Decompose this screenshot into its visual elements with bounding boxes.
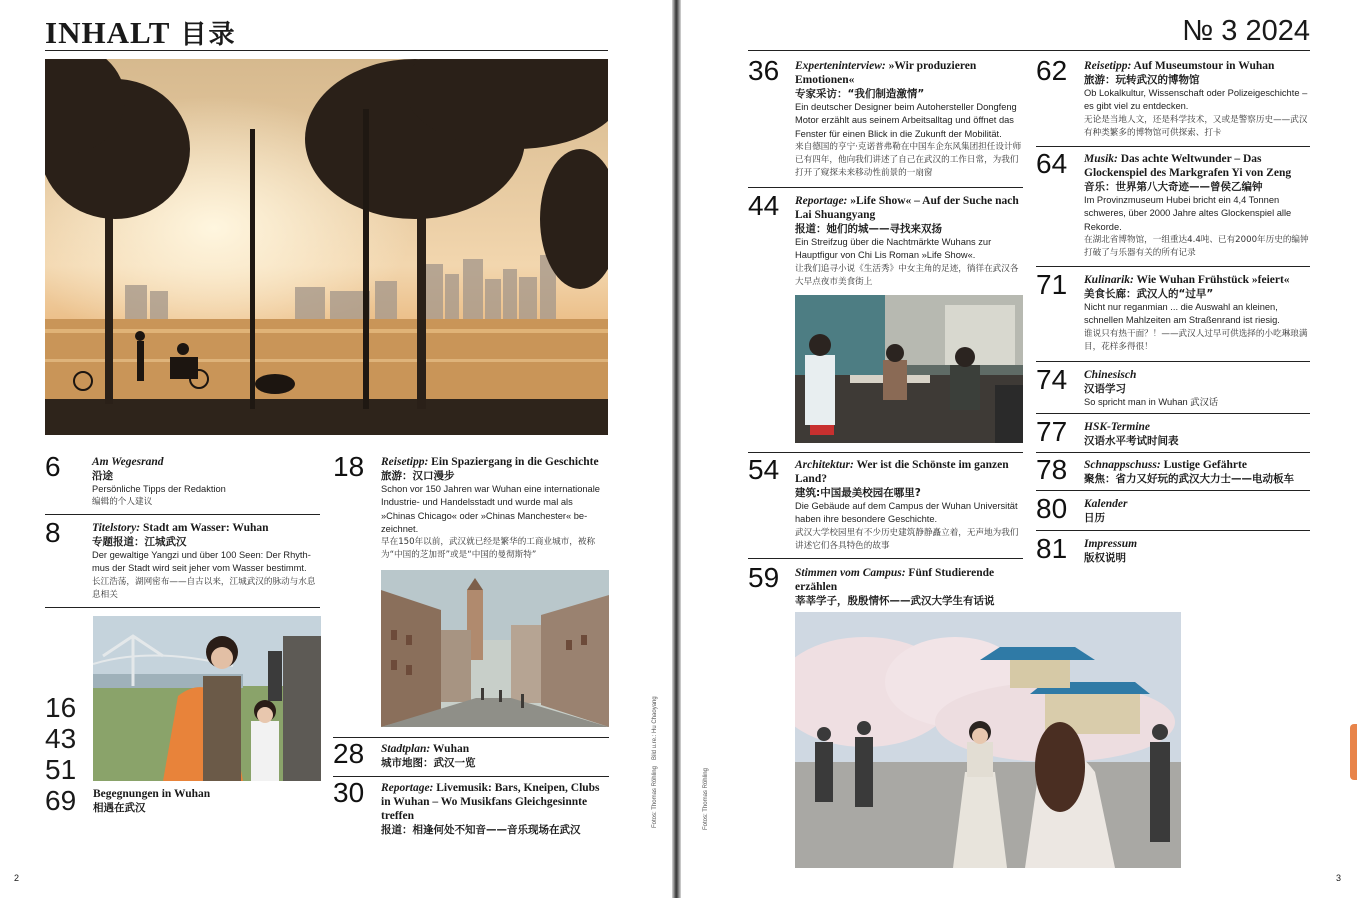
page-number: 77: [1036, 416, 1068, 447]
toc-entry-80[interactable]: [1036, 493, 1310, 527]
entry-category: Stadtplan:: [381, 743, 431, 755]
mother-daughter-photo: [93, 616, 321, 781]
entry-category: Titelstory:: [92, 522, 141, 534]
left-page: [0, 0, 672, 898]
entry-headline: [381, 781, 609, 823]
entry-zh-title: 聚焦：省力又好玩的武汉大力士——电动板车: [1084, 473, 1294, 485]
entry-desc: Der gewaltige Yangzi und über 100 Seen: Der Rhythmus der Stadt wird seit jeher vom Wasser bestimmt.: [92, 550, 311, 574]
entry-zh-title: 报道：她们的城——寻找来双扬: [795, 223, 942, 235]
entry-zh-desc: 让我们追寻小说《生活秀》中女主角的足迹，徜徉在武汉各大早点夜市美食街上: [795, 263, 1019, 287]
title-de: INHALT: [45, 15, 171, 50]
page-number: 43: [45, 723, 77, 754]
entry-text: [381, 742, 609, 770]
entry-rule: [1036, 490, 1310, 491]
entry-text: [92, 455, 320, 510]
entry-category: Reportage:: [795, 195, 848, 207]
entry-headline: [1084, 458, 1310, 472]
entry-text: [381, 455, 609, 563]
photo-credit: Bild u.re.: Hu Chaoyang: [652, 696, 658, 760]
page-number: 6: [45, 451, 61, 482]
entry-title: Wie Wuhan Frühstück »feiert«: [1133, 274, 1290, 286]
entry-title: »Life Show« – Auf der Suche nach Lai Shuangyang: [795, 195, 1019, 221]
entry-zh-desc: 武汉大学校园里有不少历史建筑静静矗立着，无声地为我们讲述它们各具特色的故事: [795, 527, 1019, 551]
begegnungen-page-numbers[interactable]: [45, 692, 76, 816]
entry-headline: [795, 194, 1023, 222]
entry-zh-title: 建筑:中国最美校园在哪里?: [795, 487, 921, 499]
night-market-photo: [795, 295, 1023, 443]
entry-rule: [1036, 530, 1310, 531]
entry-zh-title: 版权说明: [1084, 552, 1126, 564]
page-number: 8: [45, 517, 61, 548]
entry-zh-title: 日历: [1084, 512, 1105, 524]
entry-desc: Ein deutscher Designer beim Autohersteller Dongfeng Motor erzählt aus seinem Arbeitsalltag und öffnet das Fenster für einen Blick in die Zukunft der Mobilität.: [795, 102, 1017, 139]
entry-category: Kalender: [1084, 498, 1128, 510]
toc-entry-begegnungen[interactable]: [93, 787, 321, 815]
entry-headline: [92, 521, 320, 535]
entry-headline: [381, 742, 609, 756]
page-title: [45, 14, 236, 51]
entry-category: HSK-Termine: [1084, 421, 1151, 433]
page-number: 44: [748, 190, 780, 221]
entry-title: Stadt am Wasser: Wuhan: [140, 522, 269, 534]
entry-headline: [795, 59, 1023, 87]
toc-entry-8[interactable]: [45, 517, 320, 606]
entry-text: [1084, 59, 1310, 140]
toc-entry-59[interactable]: [748, 562, 1023, 610]
toc-entry-64[interactable]: [1036, 148, 1310, 264]
campus-blossom-photo: [795, 612, 1181, 868]
entry-rule: [748, 452, 1023, 453]
entry-text: [795, 566, 1023, 608]
entry-category: Experteninterview:: [795, 60, 886, 72]
entry-text: [795, 194, 1023, 289]
entry-text: [381, 781, 609, 837]
toc-entry-78[interactable]: [1036, 454, 1310, 488]
entry-zh-desc: 长江浩荡，湖网密布——自古以来，江城武汉的脉动与水息息相关: [92, 576, 316, 600]
entry-headline: [1084, 59, 1310, 73]
entry-desc: Die Gebäude auf dem Campus der Wuhan Universität haben ihre besondere Geschichte.: [795, 501, 1018, 525]
entry-headline: [1084, 368, 1310, 382]
entry-title: Ein Spaziergang in die Geschichte: [428, 456, 599, 468]
entry-title: »Wir produzieren Emotionen«: [795, 60, 977, 86]
entry-zh-title: 相遇在武汉: [93, 802, 146, 814]
entry-zh-desc: 来自德国的亨宁·克诺普弗勒在中国车企东风集团担任设计师已有四年，他向我们讲述了自己在武汉的工作日常，为我们打开了窥探未来移动性前景的一扇窗: [795, 141, 1022, 179]
page-number: 64: [1036, 148, 1068, 179]
entry-zh-title: 专家采访：“我们制造激情”: [795, 88, 925, 100]
folio: 2: [14, 873, 20, 883]
entry-zh-title: 城市地图：武汉一览: [381, 757, 476, 769]
entry-text: [1084, 273, 1310, 354]
page-number: 30: [333, 777, 365, 808]
toc-entry-74[interactable]: [1036, 364, 1310, 412]
entry-desc: Ob Lokalkultur, Wissenschaft oder Polizeigeschichte – es gibt viel zu entdecken.: [1084, 88, 1308, 112]
entry-headline: [795, 566, 1023, 594]
entry-desc: Nicht nur reganmian ... die Auswahl an kleinen, schnellen Mahlzeiten am Straßenrand ist riesig.: [1084, 302, 1280, 326]
toc-entry-44[interactable]: [748, 190, 1023, 290]
entry-desc: Im Provinzmuseum Hubei bricht ein 4,4 Tonnen schweres, über 2000 Jahre altes Glockenspiel alle Rekorde.: [1084, 195, 1292, 232]
entry-category: Architektur:: [795, 459, 854, 471]
title-rule: [45, 50, 608, 51]
entry-zh-desc: 在湖北省博物馆，一组重达4.4吨、已有2000年历史的编钟打破了与乐器有关的所有记录: [1084, 234, 1309, 259]
entry-headline: [1084, 420, 1310, 434]
page-number: 62: [1036, 55, 1068, 86]
entry-desc: Schon vor 150 Jahren war Wuhan eine internationale Industrie- und Handelsstadt und wurde mal als »Chinas Chicago« oder »Chinas Manchester« bezeichnet.: [381, 484, 600, 534]
entry-headline: [1084, 273, 1310, 287]
page-number: 54: [748, 454, 780, 485]
folio: 3: [1336, 873, 1342, 883]
entry-rule: [45, 607, 320, 608]
photo-credit: Fotos: Thomas Röhling: [703, 768, 709, 830]
toc-entry-18[interactable]: [333, 451, 609, 567]
page-number: 69: [45, 785, 77, 816]
entry-title: Auf Museumstour in Wuhan: [1131, 60, 1275, 72]
entry-category: Reisetipp:: [381, 456, 429, 468]
entry-desc: So spricht man in Wuhan 武汉话: [1084, 397, 1219, 407]
right-page: [681, 0, 1357, 898]
page-number: 18: [333, 451, 365, 482]
entry-headline: [1084, 152, 1310, 180]
entry-category: Schnappschuss:: [1084, 459, 1161, 471]
page-number: 78: [1036, 454, 1068, 485]
entry-rule: [1036, 146, 1310, 147]
toc-entry-36[interactable]: [748, 55, 1023, 185]
entry-text: [92, 521, 320, 602]
page-number: 74: [1036, 364, 1068, 395]
toc-entry-71[interactable]: [1036, 269, 1310, 359]
lakeside-sunset-photo: [45, 59, 608, 435]
toc-entry-54[interactable]: [748, 454, 1023, 554]
entry-category: Chinesisch: [1084, 369, 1137, 381]
entry-text: [1084, 420, 1310, 448]
entry-zh-title: 汉语学习: [1084, 383, 1126, 395]
entry-category: Kulinarik:: [1084, 274, 1134, 286]
entry-category: Musik:: [1084, 153, 1118, 165]
entry-rule: [1036, 361, 1310, 362]
page-number: 71: [1036, 269, 1068, 300]
toc-entry-77[interactable]: [1036, 416, 1310, 450]
entry-title: Livemusik: Bars, Kneipen, Clubs in Wuhan – Wo Musikfans Gleichgesinnte treffen: [381, 782, 600, 822]
entry-rule: [748, 187, 1023, 188]
photo-credit: Fotos: Thomas Röhling: [652, 766, 658, 828]
entry-zh-title: 莘莘学子，殷殷情怀——武汉大学生有话说: [795, 595, 995, 607]
entry-zh-title: 汉语水平考试时间表: [1084, 435, 1179, 447]
title-zh: 目录: [180, 20, 237, 49]
entry-title: Wuhan: [430, 743, 470, 755]
entry-title: Das achte Weltwunder – Das Glockenspiel des Markgrafen Yi von Zeng: [1084, 153, 1292, 179]
entry-category: Am Wegesrand: [92, 456, 164, 468]
entry-category: Stimmen vom Campus:: [795, 567, 906, 579]
issue-number: № 3 2024: [1182, 15, 1310, 47]
entry-desc: Persönliche Tipps der Redaktion: [92, 484, 226, 494]
page-gutter: [672, 0, 681, 898]
entry-rule: [1036, 266, 1310, 267]
entry-headline: [1084, 497, 1310, 511]
entry-zh-title: 沿途: [92, 470, 113, 482]
entry-rule: [748, 558, 1023, 559]
entry-zh-title: 美食长廊：武汉人的“过早”: [1084, 288, 1214, 300]
entry-category: Reportage:: [381, 782, 434, 794]
entry-text: [795, 59, 1023, 181]
entry-text: [1084, 458, 1310, 486]
entry-rule: [1036, 413, 1310, 414]
page-number: 16: [45, 692, 77, 723]
toc-entry-81[interactable]: [1036, 533, 1310, 567]
entry-title: Wer ist die Schönste im ganzen Land?: [795, 459, 1009, 485]
entry-text: [1084, 537, 1310, 565]
entry-category: Impressum: [1084, 538, 1138, 550]
entry-zh-title: 音乐：世界第八大奇迹——曾侯乙编钟: [1084, 181, 1263, 193]
entry-headline: [92, 455, 320, 469]
entry-zh-desc: 谁说只有热干面？！——武汉人过早可供选择的小吃琳琅满目，花样多得很！: [1084, 328, 1308, 352]
page-number: 28: [333, 738, 365, 769]
entry-rule: [1036, 452, 1310, 453]
entry-text: [1084, 152, 1310, 260]
entry-rule: [333, 776, 609, 777]
entry-text: [1084, 497, 1310, 525]
entry-zh-title: 旅游：玩转武汉的博物馆: [1084, 74, 1200, 86]
entry-desc: Ein Streifzug über die Nachtmärkte Wuhans zur Hauptfigur von Chi Lis Roman »Life Show«.: [795, 237, 992, 261]
entry-zh-title: 旅游：汉口漫步: [381, 470, 455, 482]
title-rule: [748, 50, 1310, 51]
entry-title: Fünf Studierende erzählen: [795, 567, 995, 593]
toc-entry-6[interactable]: [45, 451, 320, 515]
entry-category: Reisetipp:: [1084, 60, 1132, 72]
entry-headline: [1084, 537, 1310, 551]
entry-zh-desc: 早在150年以前，武汉就已经是繁华的工商业城市，被称为“中国的芝加哥”或是“中国的曼彻斯特”: [381, 537, 596, 561]
entry-rule: [45, 514, 320, 515]
entry-headline: Begegnungen in Wuhan: [93, 788, 211, 800]
toc-entry-62[interactable]: [1036, 55, 1310, 145]
entry-headline: [381, 455, 609, 469]
entry-zh-title: 报道：相逢何处不知音——音乐现场在武汉: [381, 824, 581, 836]
page-number: 51: [45, 754, 77, 785]
page-edge-tab: [1350, 724, 1357, 780]
page-number: 36: [748, 55, 780, 86]
entry-text: [795, 458, 1023, 553]
page-number: 59: [748, 562, 780, 593]
entry-text: [1084, 368, 1310, 409]
toc-entry-28[interactable]: [333, 738, 609, 776]
entry-zh-desc: 编辑的个人建议: [92, 497, 153, 508]
entry-title: Lustige Gefährte: [1160, 459, 1247, 471]
page-number: 80: [1036, 493, 1068, 524]
historic-street-painting: [381, 570, 609, 727]
entry-rule: [333, 737, 609, 738]
entry-zh-desc: 无论是当地人文，还是科学技术，又或是警察历史——武汉有种类繁多的博物馆可供探索、打卡: [1084, 114, 1308, 138]
page-number: 81: [1036, 533, 1068, 564]
entry-zh-title: 专题报道：江城武汉: [92, 536, 187, 548]
toc-entry-30[interactable]: [333, 777, 609, 841]
entry-headline: [795, 458, 1023, 486]
